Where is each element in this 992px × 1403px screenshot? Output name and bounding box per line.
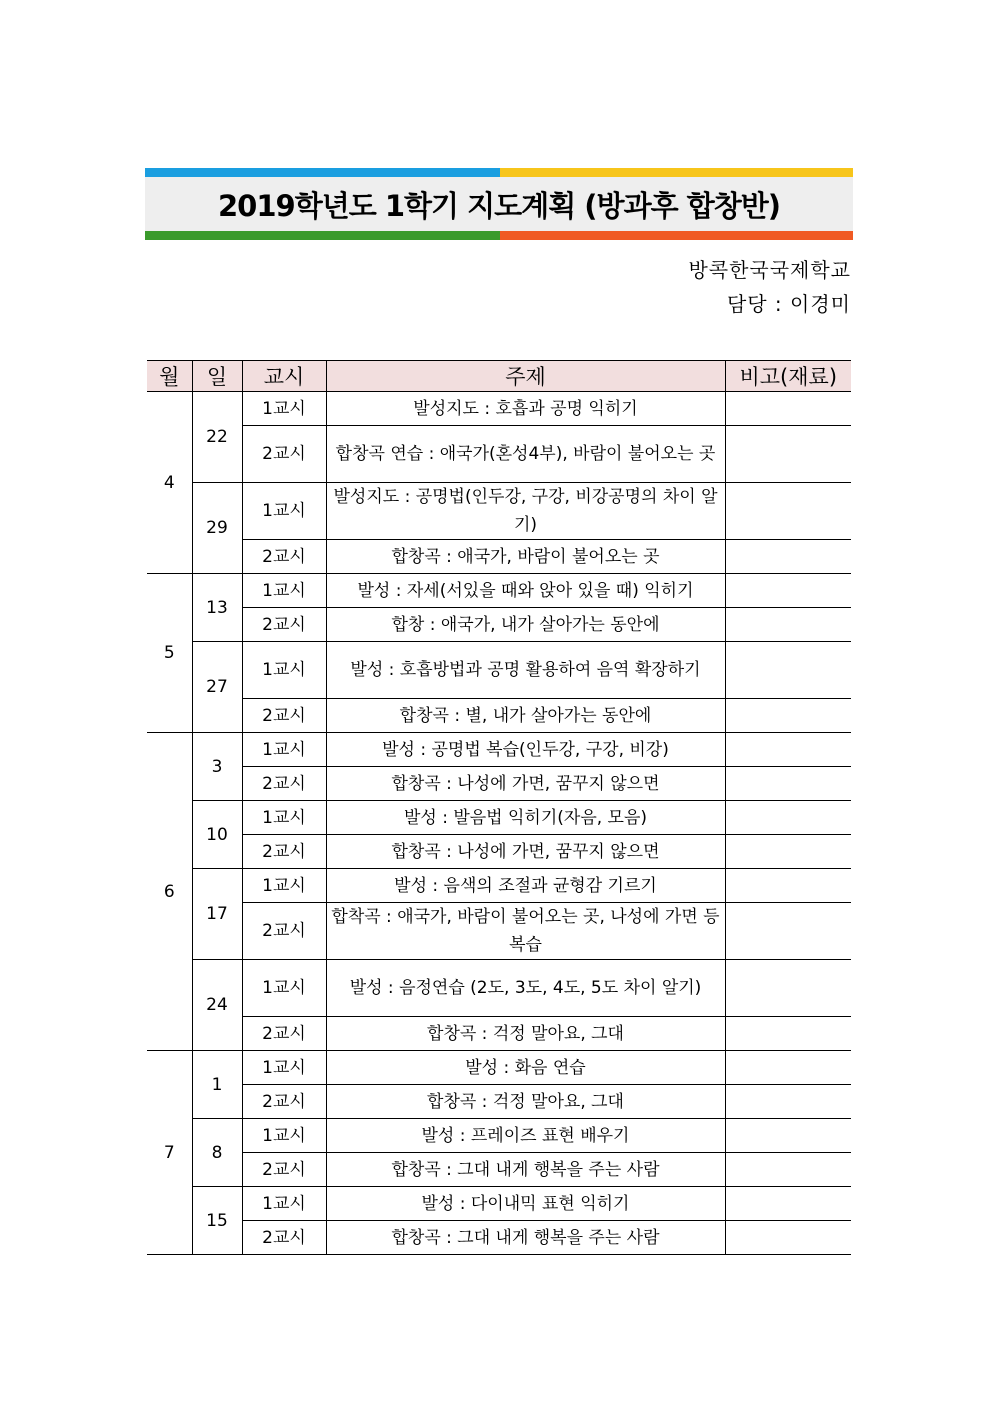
- table-row: [147, 392, 851, 426]
- note-cell: [725, 1187, 851, 1221]
- period-cell: 1교시: [242, 869, 326, 903]
- day-cell: 1: [192, 1051, 242, 1119]
- month-cell: 6: [147, 733, 192, 1051]
- school-name: 방콕한국국제학교: [688, 258, 851, 282]
- table-row: [147, 733, 851, 767]
- note-cell: [725, 835, 851, 869]
- day-cell: 8: [192, 1119, 242, 1187]
- period-cell: 2교시: [242, 1221, 326, 1255]
- topic-cell: 발성 : 공명법 복습(인두강, 구강, 비강): [326, 733, 725, 767]
- month-cell: 5: [147, 574, 192, 733]
- table-row: [147, 1085, 851, 1119]
- note-cell: [725, 1051, 851, 1085]
- note-cell: [725, 1221, 851, 1255]
- table-row: [147, 835, 851, 869]
- day-cell: 17: [192, 869, 242, 960]
- day-cell: 13: [192, 574, 242, 642]
- note-cell: [725, 574, 851, 608]
- topic-cell: 발성 : 발음법 익히기(자음, 모음): [326, 801, 725, 835]
- topic-cell: 발성 : 음정연습 (2도, 3도, 4도, 5도 차이 알기): [326, 960, 725, 1017]
- note-cell: [725, 1017, 851, 1051]
- period-cell: 2교시: [242, 1017, 326, 1051]
- note-cell: [725, 392, 851, 426]
- topic-cell: 발성 : 화음 연습: [326, 1051, 725, 1085]
- table-row: [147, 801, 851, 835]
- period-cell: 1교시: [242, 1187, 326, 1221]
- table-row: [147, 1153, 851, 1187]
- period-cell: 1교시: [242, 574, 326, 608]
- period-cell: 1교시: [242, 733, 326, 767]
- note-cell: [725, 869, 851, 903]
- note-cell: [725, 426, 851, 483]
- period-cell: 2교시: [242, 540, 326, 574]
- day-cell: 3: [192, 733, 242, 801]
- column-header-day: 일: [192, 361, 242, 392]
- period-cell: 1교시: [242, 1119, 326, 1153]
- note-cell: [725, 1085, 851, 1119]
- period-cell: 1교시: [242, 392, 326, 426]
- note-cell: [725, 1119, 851, 1153]
- topic-cell: 합창곡 : 그대 내게 행복을 주는 사람: [326, 1221, 725, 1255]
- period-cell: 1교시: [242, 483, 326, 540]
- note-cell: [725, 960, 851, 1017]
- period-cell: 1교시: [242, 801, 326, 835]
- teacher-name: 담당 : 이경미: [726, 292, 851, 316]
- period-cell: 2교시: [242, 767, 326, 801]
- title-banner: [145, 168, 853, 241]
- table-row: [147, 642, 851, 699]
- month-cell: 7: [147, 1051, 192, 1255]
- period-cell: 2교시: [242, 426, 326, 483]
- table-row: [147, 574, 851, 608]
- column-header-topic: 주제: [326, 361, 725, 392]
- table-row: [147, 483, 851, 540]
- topic-cell: 합창곡 : 나성에 가면, 꿈꾸지 않으면: [326, 835, 725, 869]
- note-cell: [725, 540, 851, 574]
- column-header-month: 월: [147, 361, 192, 392]
- day-cell: 24: [192, 960, 242, 1051]
- topic-cell: 합창 : 애국가, 내가 살아가는 동안에: [326, 608, 725, 642]
- table-row: [147, 1119, 851, 1153]
- blue-accent-bar: [145, 168, 500, 177]
- table-row: [147, 426, 851, 483]
- topic-cell: 발성 : 호흡방법과 공명 활용하여 음역 확장하기: [326, 642, 725, 699]
- topic-cell: 발성 : 프레이즈 표현 배우기: [326, 1119, 725, 1153]
- orange-accent-bar: [500, 231, 853, 240]
- note-cell: [725, 642, 851, 699]
- note-cell: [725, 733, 851, 767]
- table-row: [147, 903, 851, 960]
- period-cell: 2교시: [242, 699, 326, 733]
- yellow-accent-bar: [500, 168, 853, 177]
- table-row: [147, 869, 851, 903]
- note-cell: [725, 483, 851, 540]
- period-cell: 2교시: [242, 608, 326, 642]
- topic-cell: 발성 : 음색의 조절과 균형감 기르기: [326, 869, 725, 903]
- green-accent-bar: [145, 231, 500, 240]
- topic-cell: 합창곡 : 나성에 가면, 꿈꾸지 않으면: [326, 767, 725, 801]
- period-cell: 1교시: [242, 1051, 326, 1085]
- topic-cell: 합창곡 연습 : 애국가(혼성4부), 바람이 불어오는 곳: [326, 426, 725, 483]
- period-cell: 1교시: [242, 642, 326, 699]
- topic-cell: 발성지도 : 공명법(인두강, 구강, 비강공명의 차이 알기): [326, 483, 725, 540]
- period-cell: 2교시: [242, 1085, 326, 1119]
- column-header-period: 교시: [242, 361, 326, 392]
- note-cell: [725, 1153, 851, 1187]
- period-cell: 1교시: [242, 960, 326, 1017]
- lesson-plan-table: [147, 360, 851, 1255]
- period-cell: 2교시: [242, 1153, 326, 1187]
- topic-cell: 합창곡 : 걱정 말아요, 그대: [326, 1017, 725, 1051]
- table-row: [147, 1051, 851, 1085]
- note-cell: [725, 903, 851, 960]
- topic-cell: 합창곡 : 애국가, 바람이 불어오는 곳: [326, 540, 725, 574]
- topic-cell: 발성 : 자세(서있을 때와 앉아 있을 때) 익히기: [326, 574, 725, 608]
- day-cell: 29: [192, 483, 242, 574]
- topic-cell: 발성 : 다이내믹 표현 익히기: [326, 1187, 725, 1221]
- table-row: [147, 960, 851, 1017]
- table-header-row: [147, 361, 851, 392]
- topic-cell: 발성지도 : 호흡과 공명 익히기: [326, 392, 725, 426]
- month-cell: 4: [147, 392, 192, 574]
- topic-cell: 합창곡 : 걱정 말아요, 그대: [326, 1085, 725, 1119]
- topic-cell: 합창곡 : 그대 내게 행복을 주는 사람: [326, 1153, 725, 1187]
- table-row: [147, 1187, 851, 1221]
- table-row: [147, 767, 851, 801]
- note-cell: [725, 699, 851, 733]
- table-row: [147, 608, 851, 642]
- note-cell: [725, 801, 851, 835]
- table-row: [147, 699, 851, 733]
- topic-cell: 합창곡 : 별, 내가 살아가는 동안에: [326, 699, 725, 733]
- day-cell: 10: [192, 801, 242, 869]
- period-cell: 2교시: [242, 903, 326, 960]
- day-cell: 22: [192, 392, 242, 483]
- topic-cell: 합착곡 : 애국가, 바람이 불어오는 곳, 나성에 가면 등 복습: [326, 903, 725, 960]
- table-row: [147, 540, 851, 574]
- title-band: [145, 177, 853, 231]
- page-title: 2019학년도 1학기 지도계획 (방과후 합창반): [218, 188, 780, 223]
- note-cell: [725, 608, 851, 642]
- day-cell: 27: [192, 642, 242, 733]
- period-cell: 2교시: [242, 835, 326, 869]
- column-header-note: 비고(재료): [725, 361, 851, 392]
- table-row: [147, 1221, 851, 1255]
- table-row: [147, 1017, 851, 1051]
- note-cell: [725, 767, 851, 801]
- day-cell: 15: [192, 1187, 242, 1255]
